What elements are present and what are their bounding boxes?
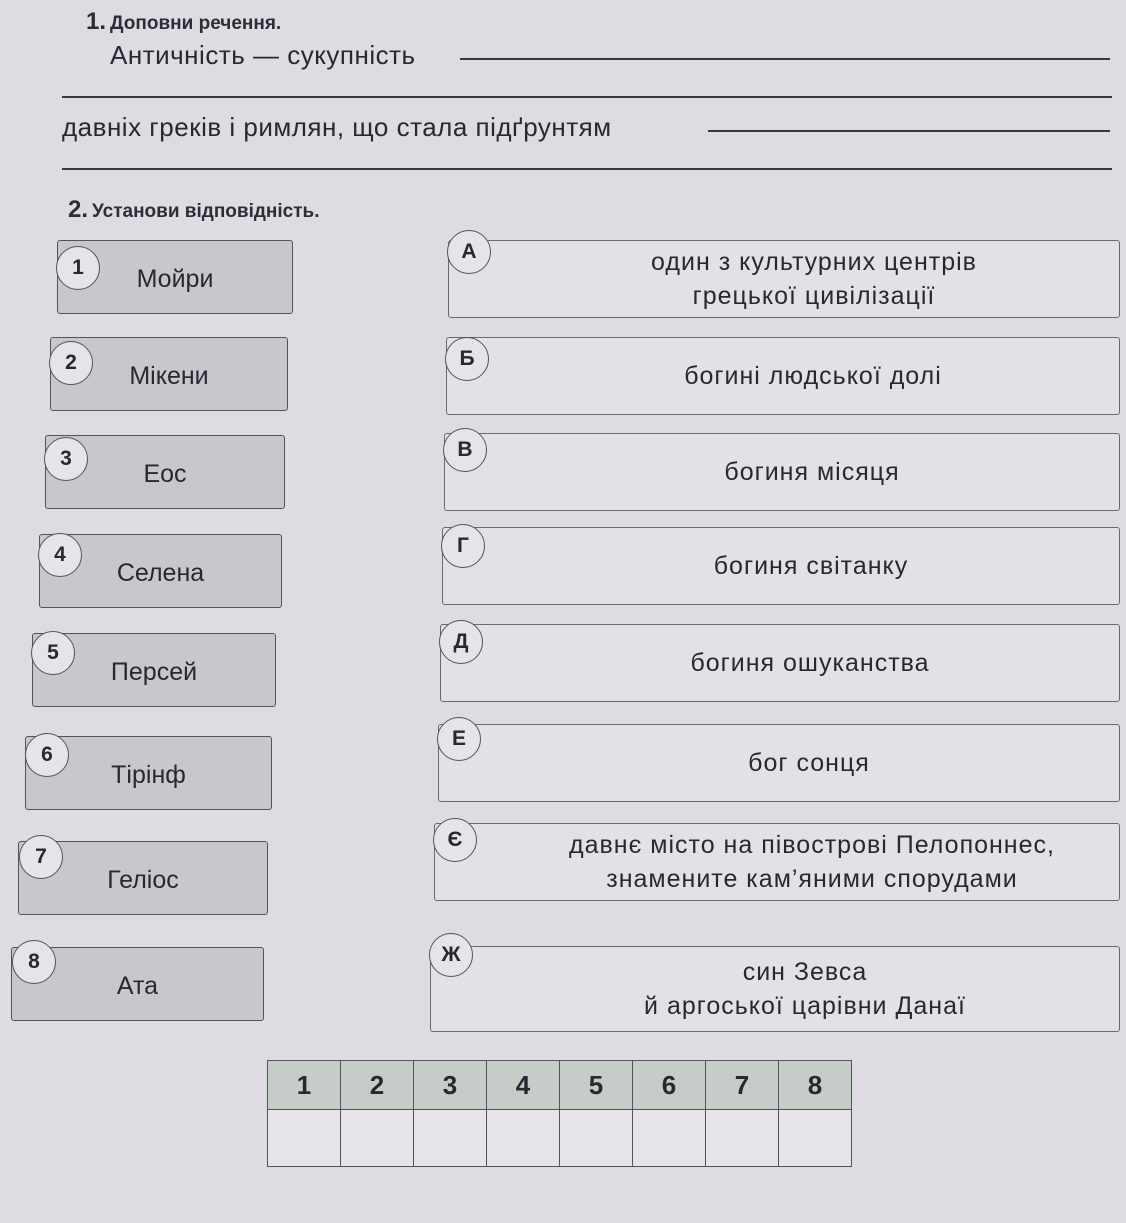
left-item-number: 8 bbox=[12, 940, 56, 984]
left-item-number: 2 bbox=[49, 341, 93, 385]
task1-blank-line-3[interactable] bbox=[708, 130, 1110, 132]
right-item-text: давнє місто на півострові Пелопоннес, bbox=[569, 831, 1055, 859]
left-item-number: 1 bbox=[56, 246, 100, 290]
right-item-letter: Е bbox=[437, 717, 481, 761]
task1-number: 1. bbox=[86, 8, 107, 35]
right-item-letter: Г bbox=[441, 524, 485, 568]
left-item-label: Мікени bbox=[129, 362, 209, 390]
right-item-text: бог сонця bbox=[748, 749, 870, 777]
answer-input-cell[interactable] bbox=[633, 1110, 706, 1167]
left-item-label: Тірінф bbox=[111, 761, 186, 789]
task2-title bbox=[68, 196, 320, 224]
right-item-text: й аргоської царівни Данаї bbox=[644, 992, 966, 1020]
answer-input-cell[interactable] bbox=[487, 1110, 560, 1167]
right-item-text: богиня ошуканства bbox=[690, 649, 930, 677]
answer-header-cell: 1 bbox=[268, 1061, 341, 1110]
right-item-letter: Є bbox=[433, 818, 477, 862]
right-item-text: богині людської долі bbox=[684, 362, 942, 390]
answer-table bbox=[267, 1060, 852, 1167]
right-item-e bbox=[438, 724, 1120, 802]
right-item-letter: Ж bbox=[429, 933, 473, 977]
answer-header-cell: 3 bbox=[414, 1061, 487, 1110]
task1-line2-text: давніх греків і римлян, що стала підґрунтям bbox=[62, 112, 612, 142]
answer-header-cell: 8 bbox=[779, 1061, 852, 1110]
answer-input-cell[interactable] bbox=[560, 1110, 633, 1167]
right-item-text: один з культурних центрів bbox=[651, 248, 977, 276]
left-item-number: 7 bbox=[19, 835, 63, 879]
answer-header-cell: 6 bbox=[633, 1061, 706, 1110]
right-item-text: син Зевса bbox=[742, 958, 868, 986]
answer-input-cell[interactable] bbox=[706, 1110, 779, 1167]
right-item-v bbox=[444, 433, 1120, 511]
left-item-label: Еос bbox=[143, 460, 187, 488]
answer-header-cell: 7 bbox=[706, 1061, 779, 1110]
answer-input-cell[interactable] bbox=[779, 1110, 852, 1167]
left-item-number: 6 bbox=[25, 733, 69, 777]
right-item-letter: Б bbox=[445, 337, 489, 381]
answer-input-cell[interactable] bbox=[341, 1110, 414, 1167]
answer-input-cell[interactable] bbox=[414, 1110, 487, 1167]
task1-title bbox=[86, 8, 281, 36]
left-item-label: Селена bbox=[116, 559, 205, 587]
answer-input-cell[interactable] bbox=[268, 1110, 341, 1167]
task2-number: 2. bbox=[68, 196, 89, 223]
left-item-label: Персей bbox=[110, 658, 198, 686]
right-item-text: грецької цивілізації bbox=[692, 282, 936, 310]
left-item-number: 5 bbox=[31, 631, 75, 675]
left-item-number: 3 bbox=[44, 437, 88, 481]
answer-header-cell: 2 bbox=[341, 1061, 414, 1110]
answer-table-header-row bbox=[268, 1061, 852, 1110]
left-item-label: Мойри bbox=[136, 265, 214, 293]
right-item-text: богиня місяця bbox=[724, 458, 900, 486]
answer-header-cell: 5 bbox=[560, 1061, 633, 1110]
right-item-text: знамените кам’яними спорудами bbox=[606, 865, 1018, 893]
right-item-letter: А bbox=[447, 230, 491, 274]
right-item-d bbox=[440, 624, 1120, 702]
right-item-b bbox=[446, 337, 1120, 415]
right-item-ye bbox=[434, 823, 1120, 901]
right-item-letter: В bbox=[443, 428, 487, 472]
task1-blank-line-2[interactable] bbox=[62, 96, 1112, 98]
task2-title-text: Установи відповідність. bbox=[92, 201, 320, 222]
task1-line1-text: Античність — сукупність bbox=[110, 40, 416, 70]
left-item-label: Ата bbox=[116, 972, 159, 1000]
task1-blank-line-1[interactable] bbox=[460, 58, 1110, 60]
answer-header-cell: 4 bbox=[487, 1061, 560, 1110]
left-item-number: 4 bbox=[38, 533, 82, 577]
task1-title-text: Доповни речення. bbox=[110, 13, 282, 34]
left-item-label: Геліос bbox=[107, 866, 179, 894]
right-item-zh bbox=[430, 946, 1120, 1032]
task1-blank-line-4[interactable] bbox=[62, 168, 1112, 170]
right-item-letter: Д bbox=[439, 620, 483, 664]
right-item-text: богиня світанку bbox=[713, 552, 909, 580]
right-item-g bbox=[442, 527, 1120, 605]
answer-table-input-row bbox=[268, 1110, 852, 1167]
right-item-a bbox=[448, 240, 1120, 318]
